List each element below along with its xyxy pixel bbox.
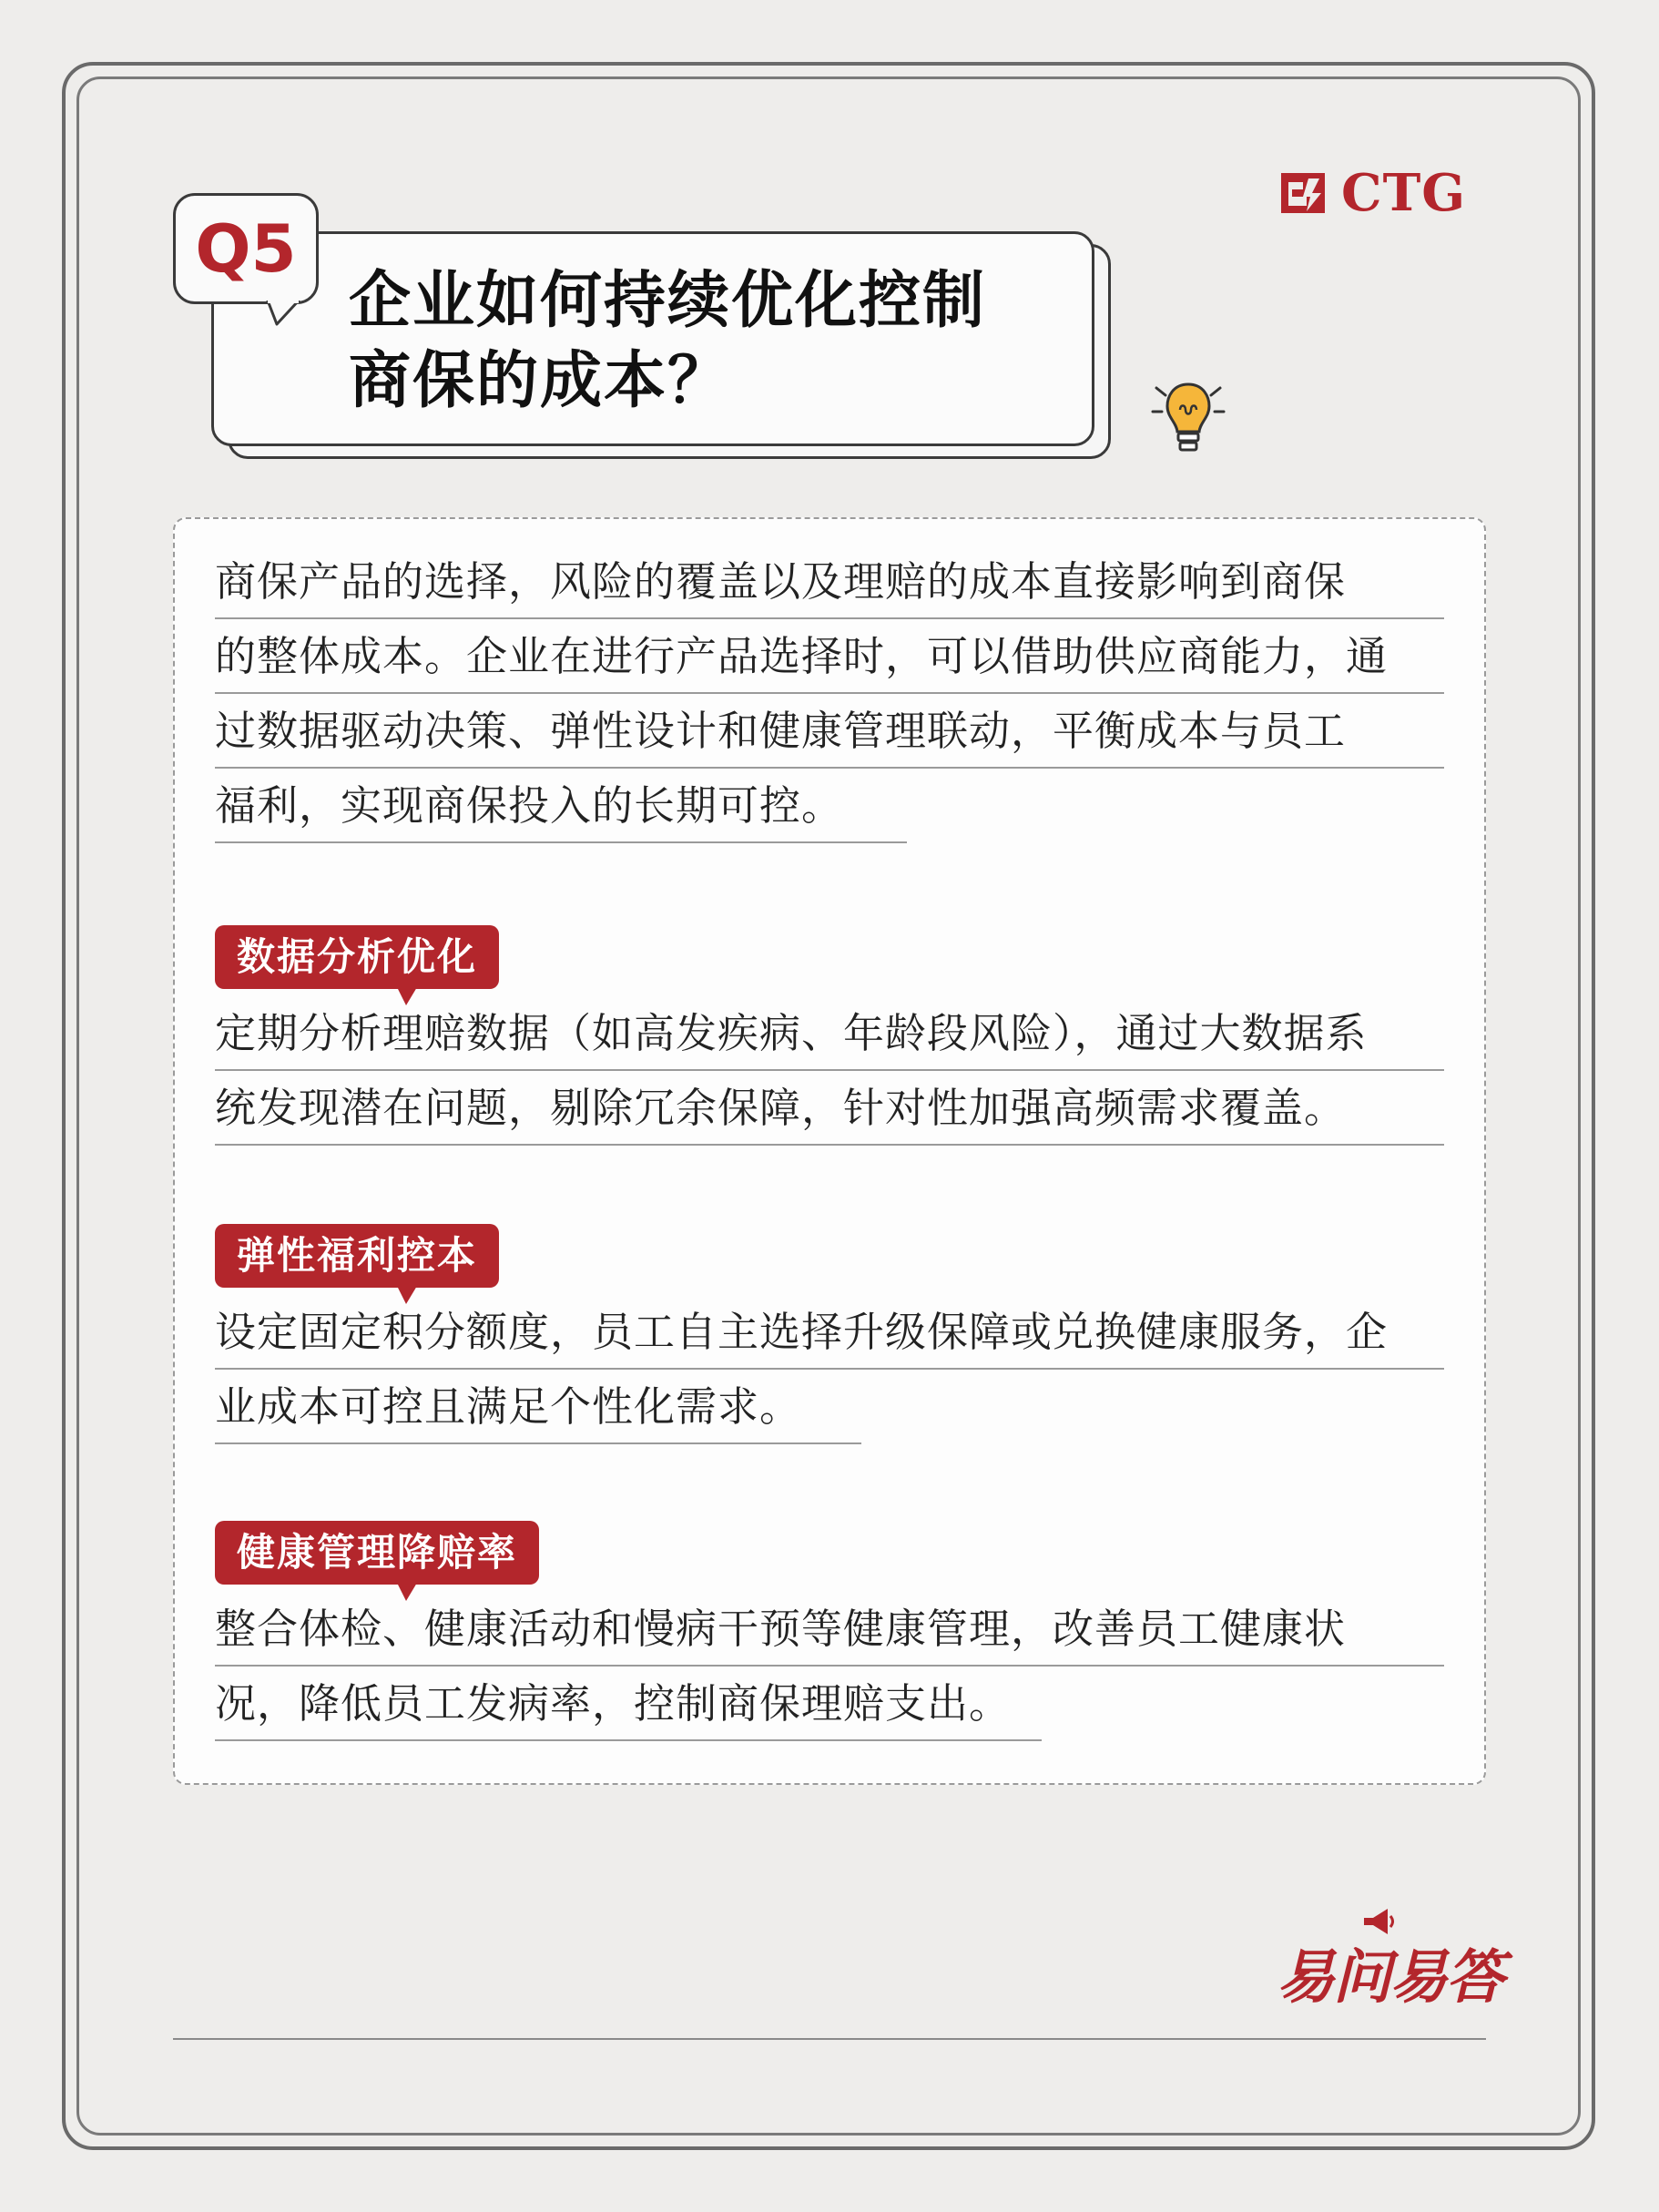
footer-slogan: 易问易答 [1277, 1944, 1502, 2012]
footer-divider [173, 2038, 1486, 2040]
intro-paragraph [215, 545, 1444, 843]
intro-line: 的整体成本。企业在进行产品选择时，可以借助供应商能力，通 [215, 619, 1444, 694]
section-line: 设定固定积分额度，员工自主选择升级保障或兑换健康服务，企 [215, 1295, 1444, 1370]
section-line: 统发现潜在问题，剔除冗余保障，针对性加强高频需求覆盖。 [215, 1071, 1444, 1146]
brand-logo-text: CTG [1341, 163, 1467, 223]
section-tag-label: 弹性福利控本 [237, 1233, 478, 1278]
question-badge: Q5 [173, 193, 319, 304]
section-paragraph-flexible-benefits [215, 1295, 1444, 1444]
section-tag-label: 健康管理降赔率 [237, 1530, 518, 1575]
section-line: 况，降低员工发病率，控制商保理赔支出。 [215, 1667, 1042, 1741]
section-paragraph-data-analysis [215, 996, 1444, 1146]
brand-logo [1279, 163, 1467, 223]
section-tag-flexible-benefits [215, 1224, 499, 1288]
question-title-box [211, 231, 1094, 446]
ctg-logo-icon [1279, 169, 1327, 217]
intro-line: 商保产品的选择，风险的覆盖以及理赔的成本直接影响到商保 [215, 545, 1444, 619]
section-line: 定期分析理赔数据（如高发疾病、年龄段风险），通过大数据系 [215, 996, 1444, 1071]
section-tag-data-analysis [215, 925, 499, 989]
section-line: 整合体检、健康活动和慢病干预等健康管理，改善员工健康状 [215, 1592, 1444, 1667]
question-badge-tail [266, 301, 300, 326]
intro-line: 过数据驱动决策、弹性设计和健康管理联动，平衡成本与员工 [215, 694, 1444, 769]
section-tag-health-management [215, 1521, 539, 1585]
lightbulb-icon [1149, 370, 1227, 461]
section-paragraph-health-management [215, 1592, 1444, 1741]
intro-line: 福利，实现商保投入的长期可控。 [215, 769, 907, 843]
question-title-line-1: 企业如何持续优化控制 [349, 265, 987, 337]
section-line: 业成本可控且满足个性化需求。 [215, 1370, 861, 1444]
question-title-line-2: 商保的成本？ [349, 345, 732, 417]
section-tag-label: 数据分析优化 [237, 934, 478, 979]
